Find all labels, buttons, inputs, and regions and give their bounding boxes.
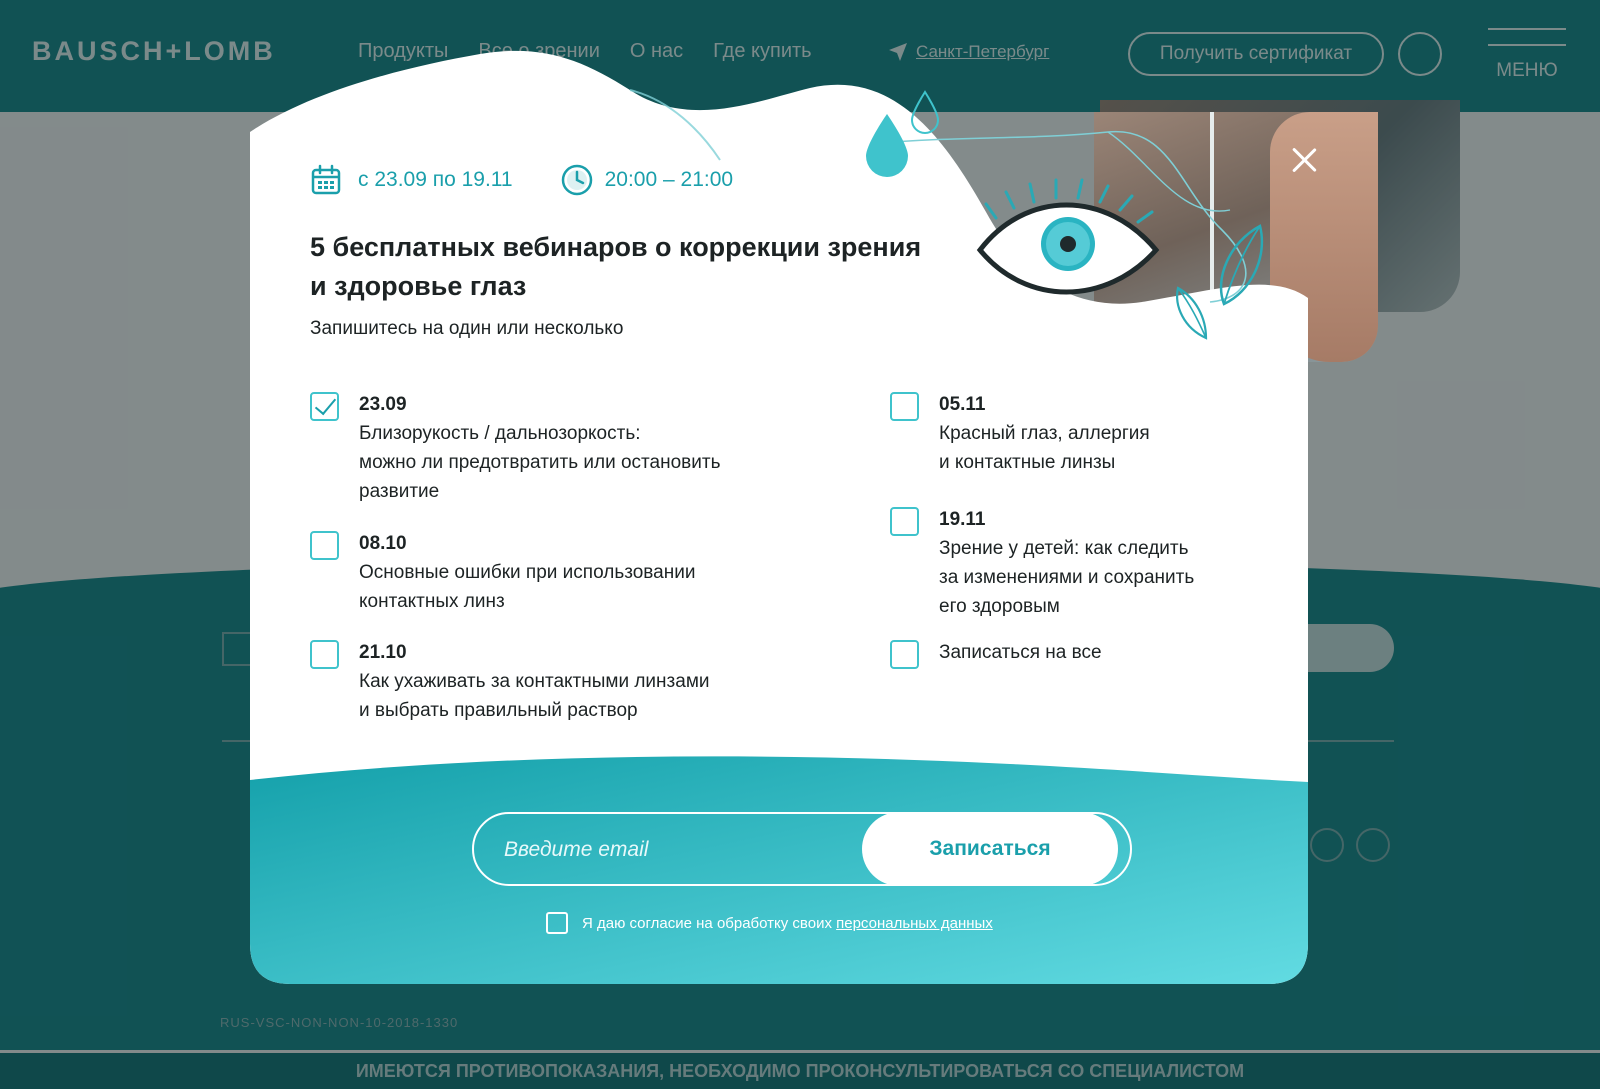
- time-range: 20:00 – 21:00: [604, 168, 734, 191]
- checkbox[interactable]: [310, 531, 339, 560]
- option-description: Записаться на все: [939, 642, 1102, 663]
- consent-row: [546, 912, 993, 934]
- clock-icon: [561, 164, 593, 196]
- site-logo[interactable]: BAUSCH+LOMB: [32, 36, 276, 66]
- checkbox-checked[interactable]: [310, 392, 339, 421]
- eye-illustration: [976, 178, 1166, 298]
- subscribe-button[interactable]: Записаться: [862, 812, 1118, 886]
- option-date: 08.10: [359, 533, 407, 554]
- option-date: 23.09: [359, 394, 407, 415]
- option-description: Как ухаживать за контактными линзами и выбрать правильный раствор: [359, 671, 710, 721]
- option-description: Зрение у детей: как следить за изменениями и сохранить его здоровым: [939, 538, 1195, 617]
- option-description: Основные ошибки при использовании контактных линз: [359, 562, 696, 612]
- webinar-option-all[interactable]: [890, 638, 1102, 669]
- webinar-option-2309[interactable]: [310, 390, 720, 506]
- webinar-option-0810[interactable]: [310, 529, 695, 616]
- nav-item-products[interactable]: Продукты: [358, 40, 449, 62]
- contact-lens-small-icon: [1172, 284, 1212, 342]
- consent-text: Я даю согласие на обработку своих: [582, 914, 837, 932]
- webinar-meta: [310, 164, 733, 196]
- option-description: Близорукость / дальнозоркость: можно ли предотвратить или остановить развитие: [359, 423, 721, 502]
- option-date: 19.11: [939, 509, 986, 530]
- menu-label: МЕНЮ: [1496, 60, 1558, 81]
- modal-subtitle: Запишитесь на один или несколько: [310, 318, 624, 339]
- date-range: с 23.09 по 19.11: [358, 168, 513, 191]
- email-field[interactable]: [504, 834, 834, 866]
- get-certificate-button[interactable]: Получить сертификат: [1128, 32, 1384, 76]
- nav-item-vision[interactable]: Все о зрении: [478, 40, 600, 62]
- option-date: 21.10: [359, 642, 407, 663]
- webinar-option-1911[interactable]: [890, 505, 1194, 621]
- calendar-icon: [310, 164, 342, 196]
- drop-outline-icon: [910, 90, 940, 134]
- document-code: RUS-VSC-NON-NON-10-2018-1330: [220, 1015, 459, 1030]
- contraindications-notice: ИМЕЮТСЯ ПРОТИВОПОКАЗАНИЯ, НЕОБХОДИМО ПРОКОНСУЛЬТИРОВАТЬСЯ СО СПЕЦИАЛИСТОМ: [0, 1053, 1600, 1089]
- webinar-option-2110[interactable]: [310, 638, 710, 725]
- webinar-modal: [250, 40, 1308, 984]
- consent-checkbox[interactable]: [546, 912, 568, 934]
- close-icon[interactable]: [1284, 140, 1324, 180]
- checkbox[interactable]: [890, 392, 919, 421]
- city-label: Санкт-Петербург: [916, 42, 1050, 61]
- option-description: Красный глаз, аллергия и контактные линзы: [939, 423, 1150, 473]
- webinar-option-0511[interactable]: [890, 390, 1150, 477]
- checkbox[interactable]: [890, 640, 919, 669]
- modal-title: 5 бесплатных вебинаров о коррекции зрения и здоровье глаз: [310, 232, 922, 301]
- checkbox[interactable]: [890, 507, 919, 536]
- contact-lens-icon: [1210, 222, 1270, 308]
- drop-icon: [864, 112, 910, 178]
- personal-data-link[interactable]: персональных данных: [836, 914, 993, 932]
- checkbox[interactable]: [310, 640, 339, 669]
- nav-item-about[interactable]: О нас: [629, 40, 684, 62]
- option-date: 05.11: [939, 394, 986, 415]
- nav-item-where-to-buy[interactable]: Где купить: [713, 40, 812, 62]
